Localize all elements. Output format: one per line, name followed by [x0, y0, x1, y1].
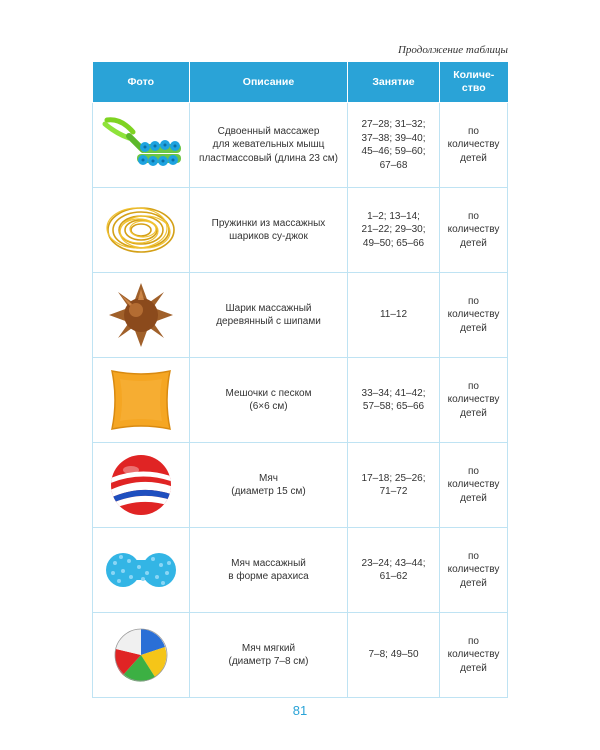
- quantity-cell: по количеству детей: [440, 273, 508, 358]
- table-row: [93, 188, 508, 273]
- lesson-cell: 11–12: [348, 273, 440, 358]
- table-header-row: [93, 62, 508, 103]
- striped-ball-icon: [106, 450, 176, 520]
- description-cell: Мяч (диаметр 15 см): [190, 443, 348, 528]
- description-cell: Мяч массажный в форме арахиса: [190, 528, 348, 613]
- column-header-photo: Фото: [93, 62, 190, 103]
- quantity-cell: по количеству детей: [440, 188, 508, 273]
- continuation-note: Продолжение таблицы: [397, 44, 508, 56]
- quantity-cell: по количеству детей: [440, 613, 508, 698]
- lesson-cell: 17–18; 25–26; 71–72: [348, 443, 440, 528]
- equipment-table: [92, 62, 508, 698]
- description-cell: Сдвоенный массажер для жевательных мышц пластмассовый (длина 23 см): [190, 103, 348, 188]
- jaw-massager-icon: [99, 110, 189, 180]
- su-jok-springs-icon: [101, 200, 181, 260]
- quantity-cell: по количеству детей: [440, 103, 508, 188]
- sand-bag-icon: [106, 365, 176, 435]
- lesson-cell: 33–34; 41–42; 57–58; 65–66: [348, 358, 440, 443]
- quantity-cell: по количеству детей: [440, 443, 508, 528]
- table-row: [93, 273, 508, 358]
- table-row: [93, 613, 508, 698]
- lesson-cell: 1–2; 13–14; 21–22; 29–30; 49–50; 65–66: [348, 188, 440, 273]
- description-cell: Пружинки из массажных шариков су-джок: [190, 188, 348, 273]
- column-header-lesson: Занятие: [348, 62, 440, 103]
- table-row: [93, 358, 508, 443]
- table-row: [93, 528, 508, 613]
- table-row: [93, 443, 508, 528]
- description-cell: Шарик массажный деревянный с шипами: [190, 273, 348, 358]
- description-cell: Мешочки с песком (6×6 см): [190, 358, 348, 443]
- soft-ball-icon: [111, 625, 171, 685]
- page-number: 81: [292, 703, 308, 718]
- quantity-cell: по количеству детей: [440, 358, 508, 443]
- description-cell: Мяч мягкий (диаметр 7–8 см): [190, 613, 348, 698]
- column-header-description: Описание: [190, 62, 348, 103]
- peanut-massage-ball-icon: [101, 545, 181, 595]
- lesson-cell: 27–28; 31–32; 37–38; 39–40; 45–46; 59–60; 67–68: [348, 103, 440, 188]
- quantity-cell: по количеству детей: [440, 528, 508, 613]
- spiked-wooden-ball-icon: [106, 280, 176, 350]
- lesson-cell: 7–8; 49–50: [348, 613, 440, 698]
- table-row: [93, 103, 508, 188]
- lesson-cell: 23–24; 43–44; 61–62: [348, 528, 440, 613]
- column-header-quantity: Количе- ство: [440, 62, 508, 103]
